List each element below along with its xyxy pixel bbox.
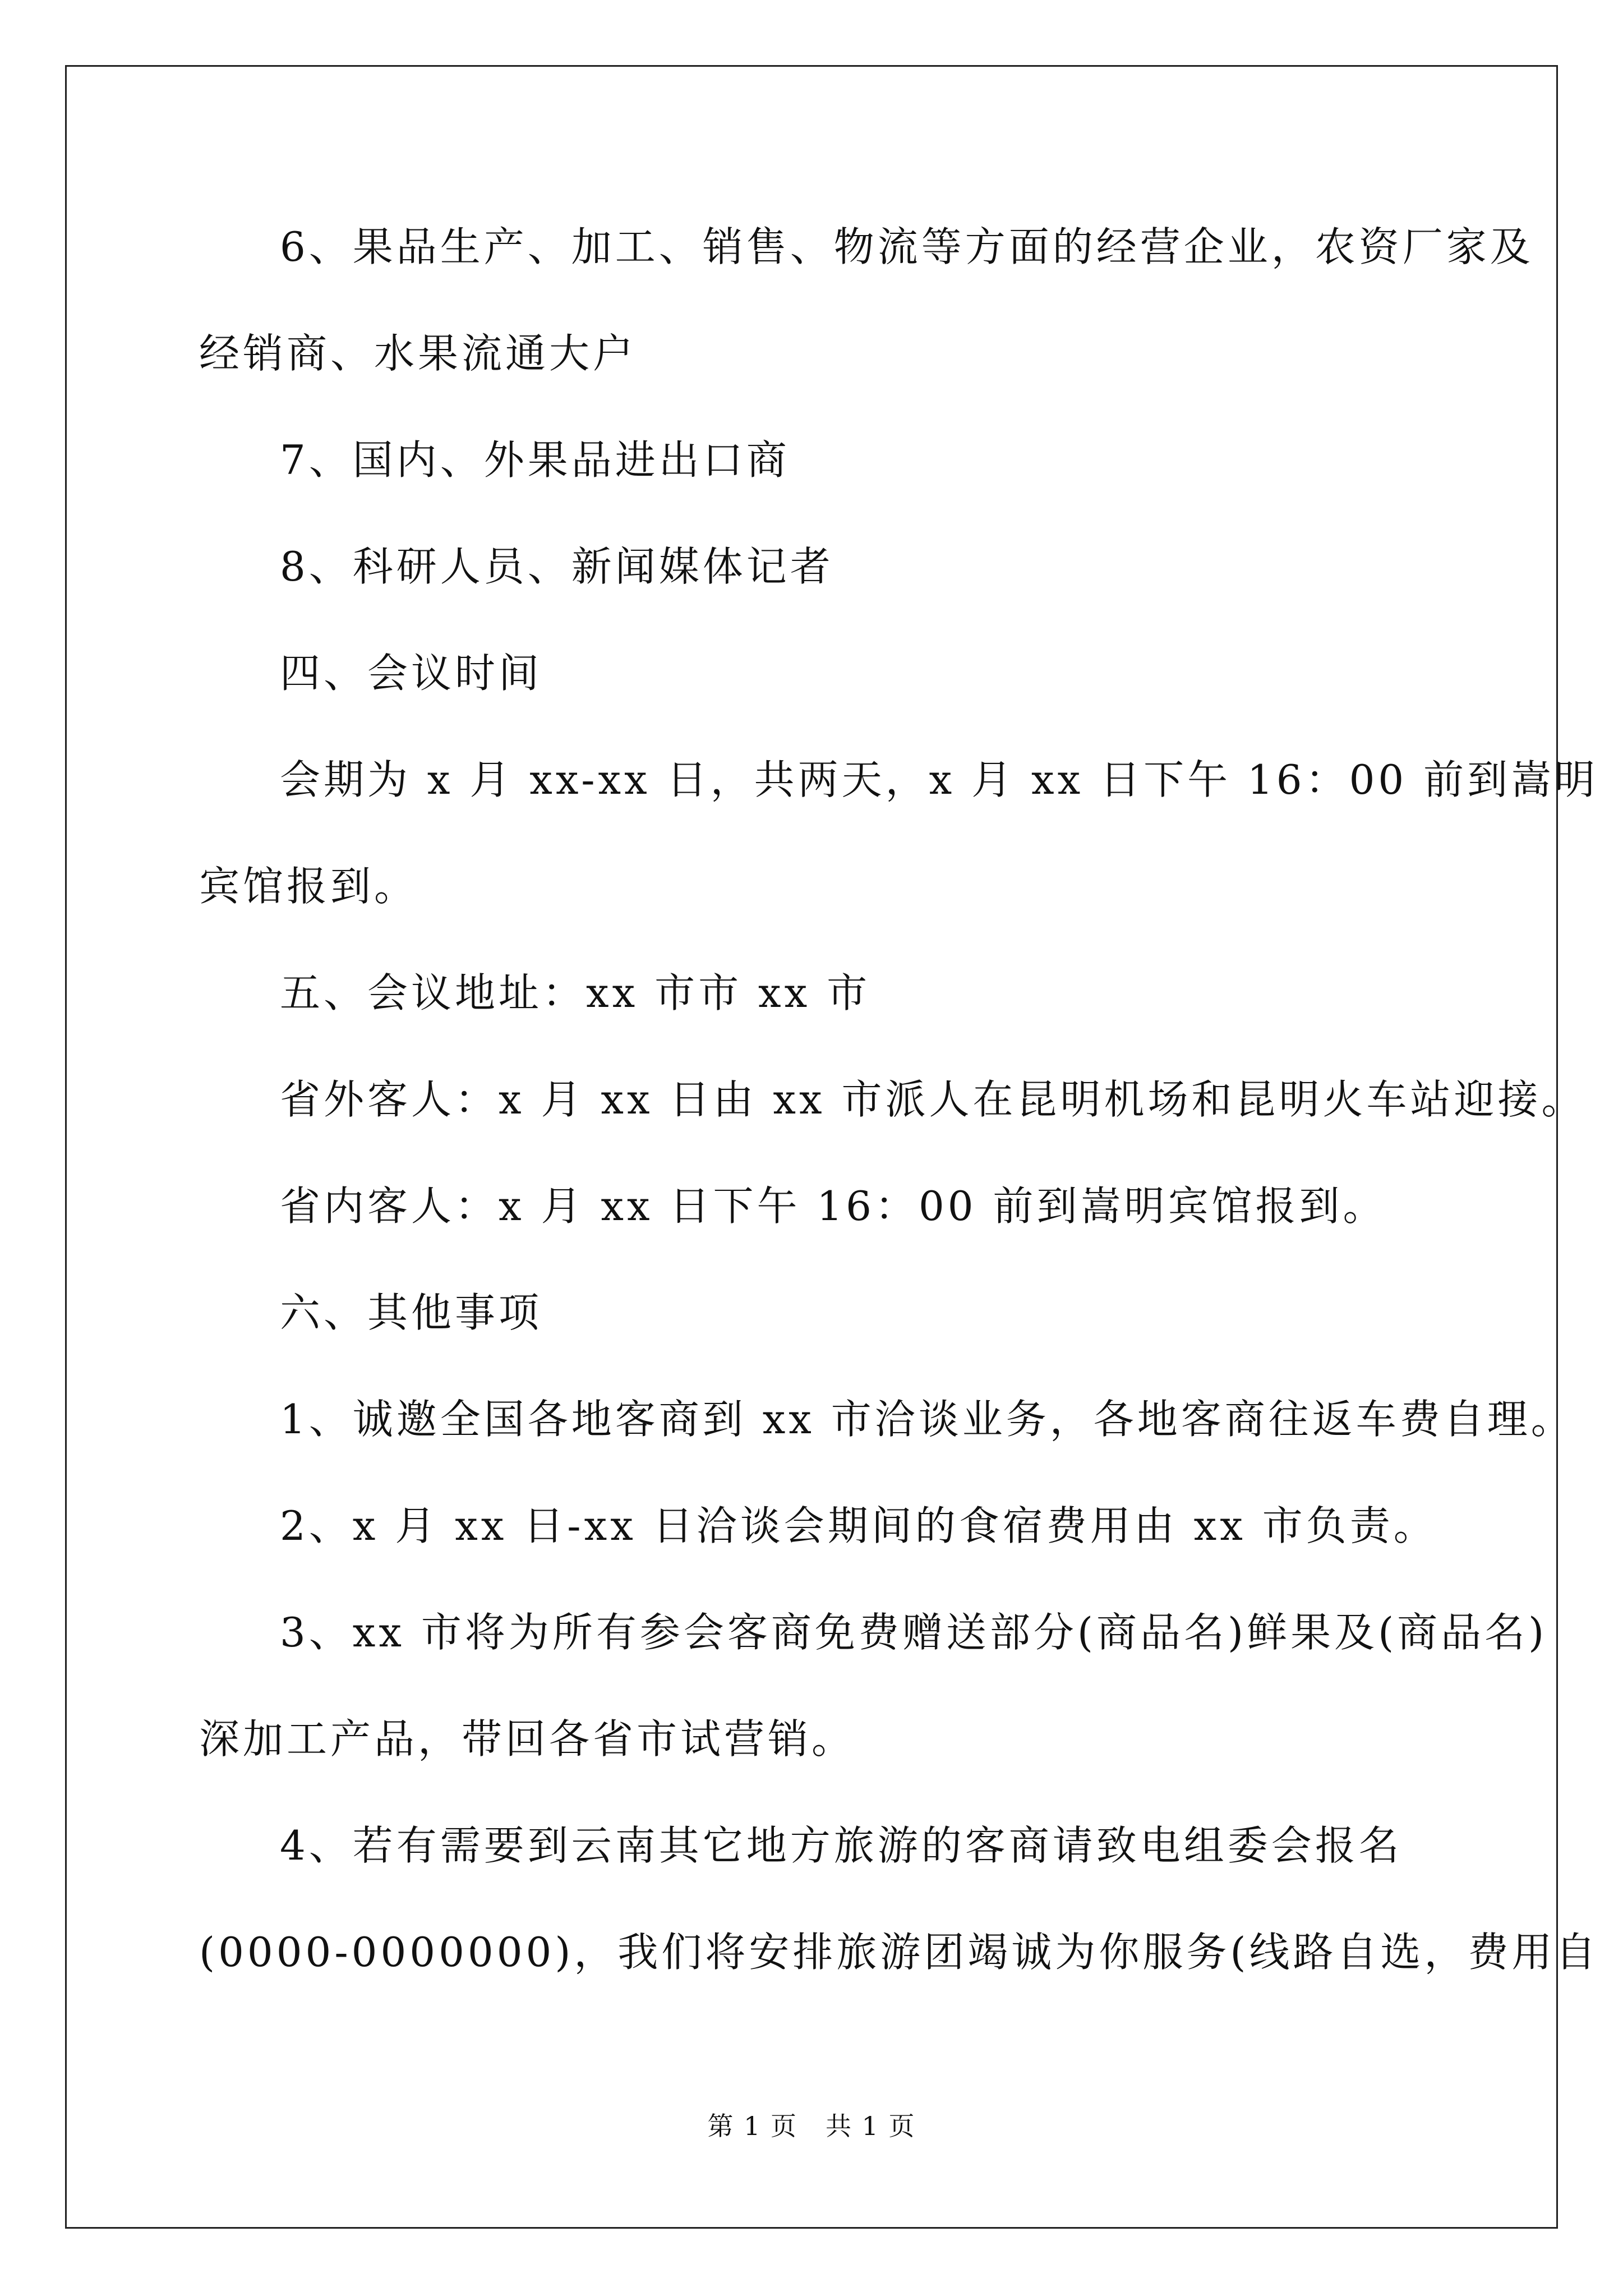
paragraph-line: 1、诚邀全国各地客商到 xx 市洽谈业务，各地客商往返车费自理。 [280, 1396, 1575, 1443]
paragraph-line: 宾馆报到。 [199, 863, 418, 910]
paragraph-line: 省外客人：x 月 xx 日由 xx 市派人在昆明机场和昆明火车站迎接。 [280, 1076, 1585, 1123]
paragraph-line: 7、国内、外果品进出口商 [280, 436, 790, 484]
paragraph-line: 省内客人：x 月 xx 日下午 16：00 前到嵩明宾馆报到。 [280, 1182, 1387, 1230]
paragraph-line: (0000-0000000)，我们将安排旅游团竭诚为你服务(线路自选，费用自 [199, 1929, 1599, 1976]
page-border [65, 65, 1558, 2229]
page-number-total: 共 1 页 [826, 2111, 916, 2141]
paragraph-line: 会期为 x 月 xx-xx 日，共两天，x 月 xx 日下午 16：00 前到嵩明 [280, 756, 1599, 803]
paragraph-line: 8、科研人员、新闻媒体记者 [280, 543, 834, 590]
paragraph-line: 2、x 月 xx 日-xx 日洽谈会期间的食宿费用由 xx 市负责。 [280, 1502, 1437, 1549]
paragraph-line: 经销商、水果流通大户 [199, 330, 637, 377]
paragraph-line: 4、若有需要到云南其它地方旅游的客商请致电组委会报名 [280, 1822, 1403, 1869]
page-footer [0, 2109, 1623, 2143]
section-heading: 六、其他事项 [280, 1289, 543, 1336]
section-heading: 五、会议地址：xx 市市 xx 市 [280, 969, 871, 1016]
paragraph-line: 深加工产品，带回各省市试营销。 [199, 1715, 856, 1763]
paragraph-line: 3、xx 市将为所有参会客商免费赠送部分(商品名)鲜果及(商品名) [280, 1609, 1548, 1656]
page-number-current: 第 1 页 [707, 2111, 797, 2141]
paragraph-line: 6、果品生产、加工、销售、物流等方面的经营企业，农资厂家及 [280, 223, 1534, 270]
section-heading: 四、会议时间 [280, 650, 543, 697]
